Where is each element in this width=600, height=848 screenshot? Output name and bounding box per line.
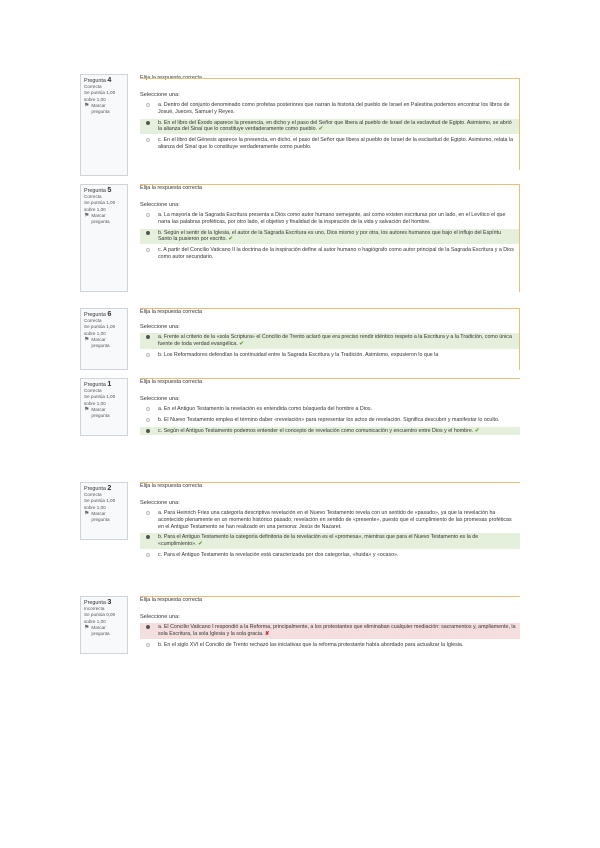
flag-icon: ⚑ — [84, 102, 90, 109]
question-state: Correcta — [84, 492, 102, 498]
radio-button[interactable] — [146, 231, 150, 235]
answer-option[interactable] — [140, 136, 520, 152]
flag-label: Marcar pregunta — [91, 336, 110, 349]
flag-icon: ⚑ — [84, 212, 90, 219]
select-label: Seleccione una: — [140, 500, 180, 506]
answer-option[interactable] — [140, 405, 520, 414]
question-title — [84, 77, 124, 84]
answer-option[interactable] — [140, 101, 520, 117]
option-text: b. En el siglo XVI el Concilio de Trento rechazó las iniciativas que la reforma protestante había abordado para actualizar la Iglesia. — [158, 641, 464, 648]
radio-button[interactable] — [146, 248, 150, 252]
question-prompt: Elija la respuesta correcta — [140, 309, 203, 315]
answer-option[interactable] — [140, 509, 520, 531]
question-border — [140, 596, 520, 597]
question-content — [140, 596, 520, 676]
radio-button[interactable] — [146, 553, 150, 557]
question-border — [140, 482, 520, 483]
check-icon: ✔ — [239, 340, 244, 347]
option-text: b. En el libro del Éxodo aparece la presencia, en dicho y el paso del Señor que libera al pueblo de Israel de la esclavitud de Egipto. Asimismo, se abrió la alianza del Sinaí que lo constituye verdaderamente como pueblo. — [158, 119, 512, 133]
question-border — [519, 184, 520, 292]
check-icon: ✔ — [474, 427, 480, 434]
question-title — [84, 381, 124, 388]
radio-button[interactable] — [146, 213, 150, 217]
question-label: Pregunta — [84, 382, 106, 388]
answer-option[interactable] — [140, 416, 520, 425]
question-number: 3 — [107, 597, 112, 606]
question-content — [140, 482, 520, 582]
check-icon: ✔ — [228, 236, 233, 243]
flag-label: Marcar pregunta — [91, 624, 110, 637]
answer-option[interactable] — [140, 641, 520, 650]
answer-option[interactable] — [140, 333, 520, 349]
question-label: Pregunta — [84, 486, 106, 492]
question-state: Correcta — [84, 84, 102, 90]
option-text: c. Según el Antiguo Testamento podemos entender el concepto de revelación como comunicación y encuentro entre Dios y el hombre. — [158, 427, 474, 434]
question-prompt: Elija la respuesta correcta — [140, 379, 203, 385]
radio-button[interactable] — [146, 121, 150, 125]
option-text: b. Para el Antiguo Testamento la categoría definitoria de la revelación es el «promesa», mientras que para el Nuevo Testamento es la de «cumplimiento». — [158, 534, 479, 548]
question-score: Se puntúa 1,00 sobre 1,00 — [84, 394, 116, 406]
question-label: Pregunta — [84, 312, 106, 318]
question-label: Pregunta — [84, 78, 106, 84]
question-prompt: Elija la respuesta correcta — [140, 185, 203, 191]
flag-question-link[interactable] — [84, 337, 124, 349]
question-number: 2 — [107, 483, 112, 492]
question-info — [80, 74, 128, 176]
answer-option[interactable] — [140, 623, 520, 639]
question-block — [80, 482, 520, 582]
option-text: c. A partir del Concilio Vaticano II la doctrina de la inspiración define al autor humano o hagiógrafo como autor principal de la Sagrada Escritura y a Dios como autor secundario. — [158, 247, 514, 260]
question-title — [84, 311, 124, 318]
question-number: 4 — [107, 75, 112, 84]
option-text: a. Dentro del conjunto denominado como profetas posteriores que narran la historia del pueblo de Israel en Palestina podemos encontrar los libros de Josué, Jueces, Samuel y Reyes. — [158, 102, 510, 115]
flag-icon: ⚑ — [84, 406, 90, 413]
answer-option[interactable] — [140, 533, 520, 549]
question-border — [140, 308, 520, 309]
question-border — [519, 308, 520, 370]
answer-option[interactable] — [140, 246, 520, 262]
question-content — [140, 378, 520, 470]
flag-question-link[interactable] — [84, 103, 124, 115]
question-border — [519, 78, 520, 170]
radio-button[interactable] — [146, 407, 150, 411]
option-text: c. En el libro del Génesis aparece la presencia, en dicho, el paso del Señor que libera al pueblo de Israel de la esclavitud de Egipto. Asimismo, relata la alianza del Sinaí que lo constituye verdaderamente como pueblo. — [158, 137, 514, 150]
flag-label: Marcar pregunta — [91, 406, 110, 419]
answer-option[interactable] — [140, 351, 520, 360]
question-number: 5 — [107, 185, 112, 194]
question-border — [140, 78, 520, 79]
flag-question-link[interactable] — [84, 625, 124, 637]
answer-option[interactable] — [140, 211, 520, 227]
flag-question-link[interactable] — [84, 407, 124, 419]
question-block — [80, 74, 520, 176]
question-title — [84, 599, 124, 606]
option-text: b. El Nuevo Testamento emplea el término daber «revelación» para representar los actos de revelación. Significa descubrir y manifestar lo oculto. — [158, 416, 500, 423]
select-label: Seleccione una: — [140, 324, 180, 330]
question-title — [84, 485, 124, 492]
option-text: b. Los Reformadores defendían la continuidad entre la Sagrada Escritura y la Tradición. Asimismo, expusieron lo que la — [158, 351, 439, 358]
question-border — [140, 184, 520, 185]
cross-icon: ✘ — [264, 630, 270, 637]
check-icon: ✔ — [198, 541, 203, 548]
question-block — [80, 596, 520, 676]
question-score: Se puntúa 0,00 sobre 1,00 — [84, 612, 116, 624]
question-state: Correcta — [84, 318, 102, 324]
flag-icon: ⚑ — [84, 624, 90, 631]
radio-button[interactable] — [146, 535, 150, 539]
option-text: a. El Concilio Vaticano I respondió a la Reforma, principalmente, a los protestantes que eliminaban cualquier mediación: sacramentos y, ampliamente, la sola Escritura, la sola Iglesia y la sola gracia. — [158, 624, 516, 637]
radio-button[interactable] — [146, 103, 150, 107]
radio-button[interactable] — [146, 418, 150, 422]
radio-button[interactable] — [146, 511, 150, 515]
question-content — [140, 308, 520, 370]
select-label: Seleccione una: — [140, 396, 180, 402]
question-info — [80, 482, 128, 540]
radio-button[interactable] — [146, 429, 150, 433]
question-border — [140, 378, 520, 379]
radio-button[interactable] — [146, 643, 150, 647]
option-text: a. La mayoría de la Sagrada Escritura presenta a Dios como autor humano semejante, así como existen escrituras por un lado, en el Levítico el que narra las palabras proféticas, por otro lado, el objetivo y finalidad de la inspiración de la vida y salvación del hombre. — [158, 212, 506, 225]
flag-icon: ⚑ — [84, 510, 90, 517]
option-text: a. En el Antiguo Testamento la revelación es entendida como búsqueda del hombre a Dios. — [158, 406, 372, 412]
question-label: Pregunta — [84, 188, 106, 194]
select-label: Seleccione una: — [140, 614, 180, 620]
flag-icon: ⚑ — [84, 336, 90, 343]
flag-question-link[interactable] — [84, 213, 124, 225]
question-prompt: Elija la respuesta correcta — [140, 597, 203, 603]
question-title — [84, 187, 124, 194]
question-info — [80, 596, 128, 654]
question-content — [140, 184, 520, 292]
question-state: Correcta — [84, 388, 102, 394]
question-block — [80, 378, 520, 470]
check-icon: ✔ — [318, 126, 323, 133]
radio-button[interactable] — [146, 138, 150, 142]
option-text: c. Para el Antiguo Testamento la revelación está caracterizada por dos categorías, «huida» y «ocaso». — [158, 551, 399, 558]
question-info — [80, 184, 128, 292]
radio-button[interactable] — [146, 353, 150, 357]
radio-button[interactable] — [146, 625, 150, 629]
option-text: a. Frente al criterio de la «sola Scriptura» el Concilio de Trento aclaró que era preciso rendir idéntico respeto a la Escritura y a la Tradición, como única fuente de toda verdad evangélica. — [158, 334, 512, 347]
question-score: Se puntúa 1,00 sobre 1,00 — [84, 200, 116, 212]
select-label: Seleccione una: — [140, 92, 180, 98]
question-label: Pregunta — [84, 600, 106, 606]
flag-label: Marcar pregunta — [91, 510, 110, 523]
question-state: Correcta — [84, 194, 102, 200]
radio-button[interactable] — [146, 335, 150, 339]
flag-label: Marcar pregunta — [91, 102, 110, 115]
question-score: Se puntúa 1,00 sobre 1,00 — [84, 498, 116, 510]
select-label: Seleccione una: — [140, 202, 180, 208]
flag-question-link[interactable] — [84, 511, 124, 523]
answer-option[interactable] — [140, 229, 520, 245]
question-info — [80, 308, 128, 370]
flag-label: Marcar pregunta — [91, 212, 110, 225]
question-score: Se puntúa 1,00 sobre 1,00 — [84, 324, 116, 336]
question-info — [80, 378, 128, 436]
question-number: 1 — [107, 379, 112, 388]
question-block — [80, 308, 520, 370]
answer-option[interactable] — [140, 427, 520, 436]
question-number: 6 — [107, 309, 112, 318]
question-score: Se puntúa 1,00 sobre 1,00 — [84, 90, 116, 102]
option-text: b. Según el sentir de la Iglesia, el autor de la Sagrada Escritura es uno, Dios mismo y por otra, los autores humanos que bajo el influjo del Espíritu Santo la pusieron por escrito. — [158, 229, 502, 243]
question-block — [80, 184, 520, 292]
question-prompt: Elija la respuesta correcta — [140, 483, 203, 489]
question-state: Incorrecta — [84, 606, 105, 612]
answer-option[interactable] — [140, 119, 520, 135]
answer-option[interactable] — [140, 551, 520, 560]
option-text: a. Para Heinrich Fries una categoría descriptiva revelación en el Nuevo Testamento revela con un sentido de «pasado», ya que la revelación ha acontecido plenamente en un momento histórico pasado; revelación en sentido de «presente», puesto que el cumplimiento de las promesas proféticas en el Antiguo Testamento se han realizado en una persona: Jesús de Nazaret. — [158, 510, 512, 530]
question-content — [140, 74, 520, 176]
